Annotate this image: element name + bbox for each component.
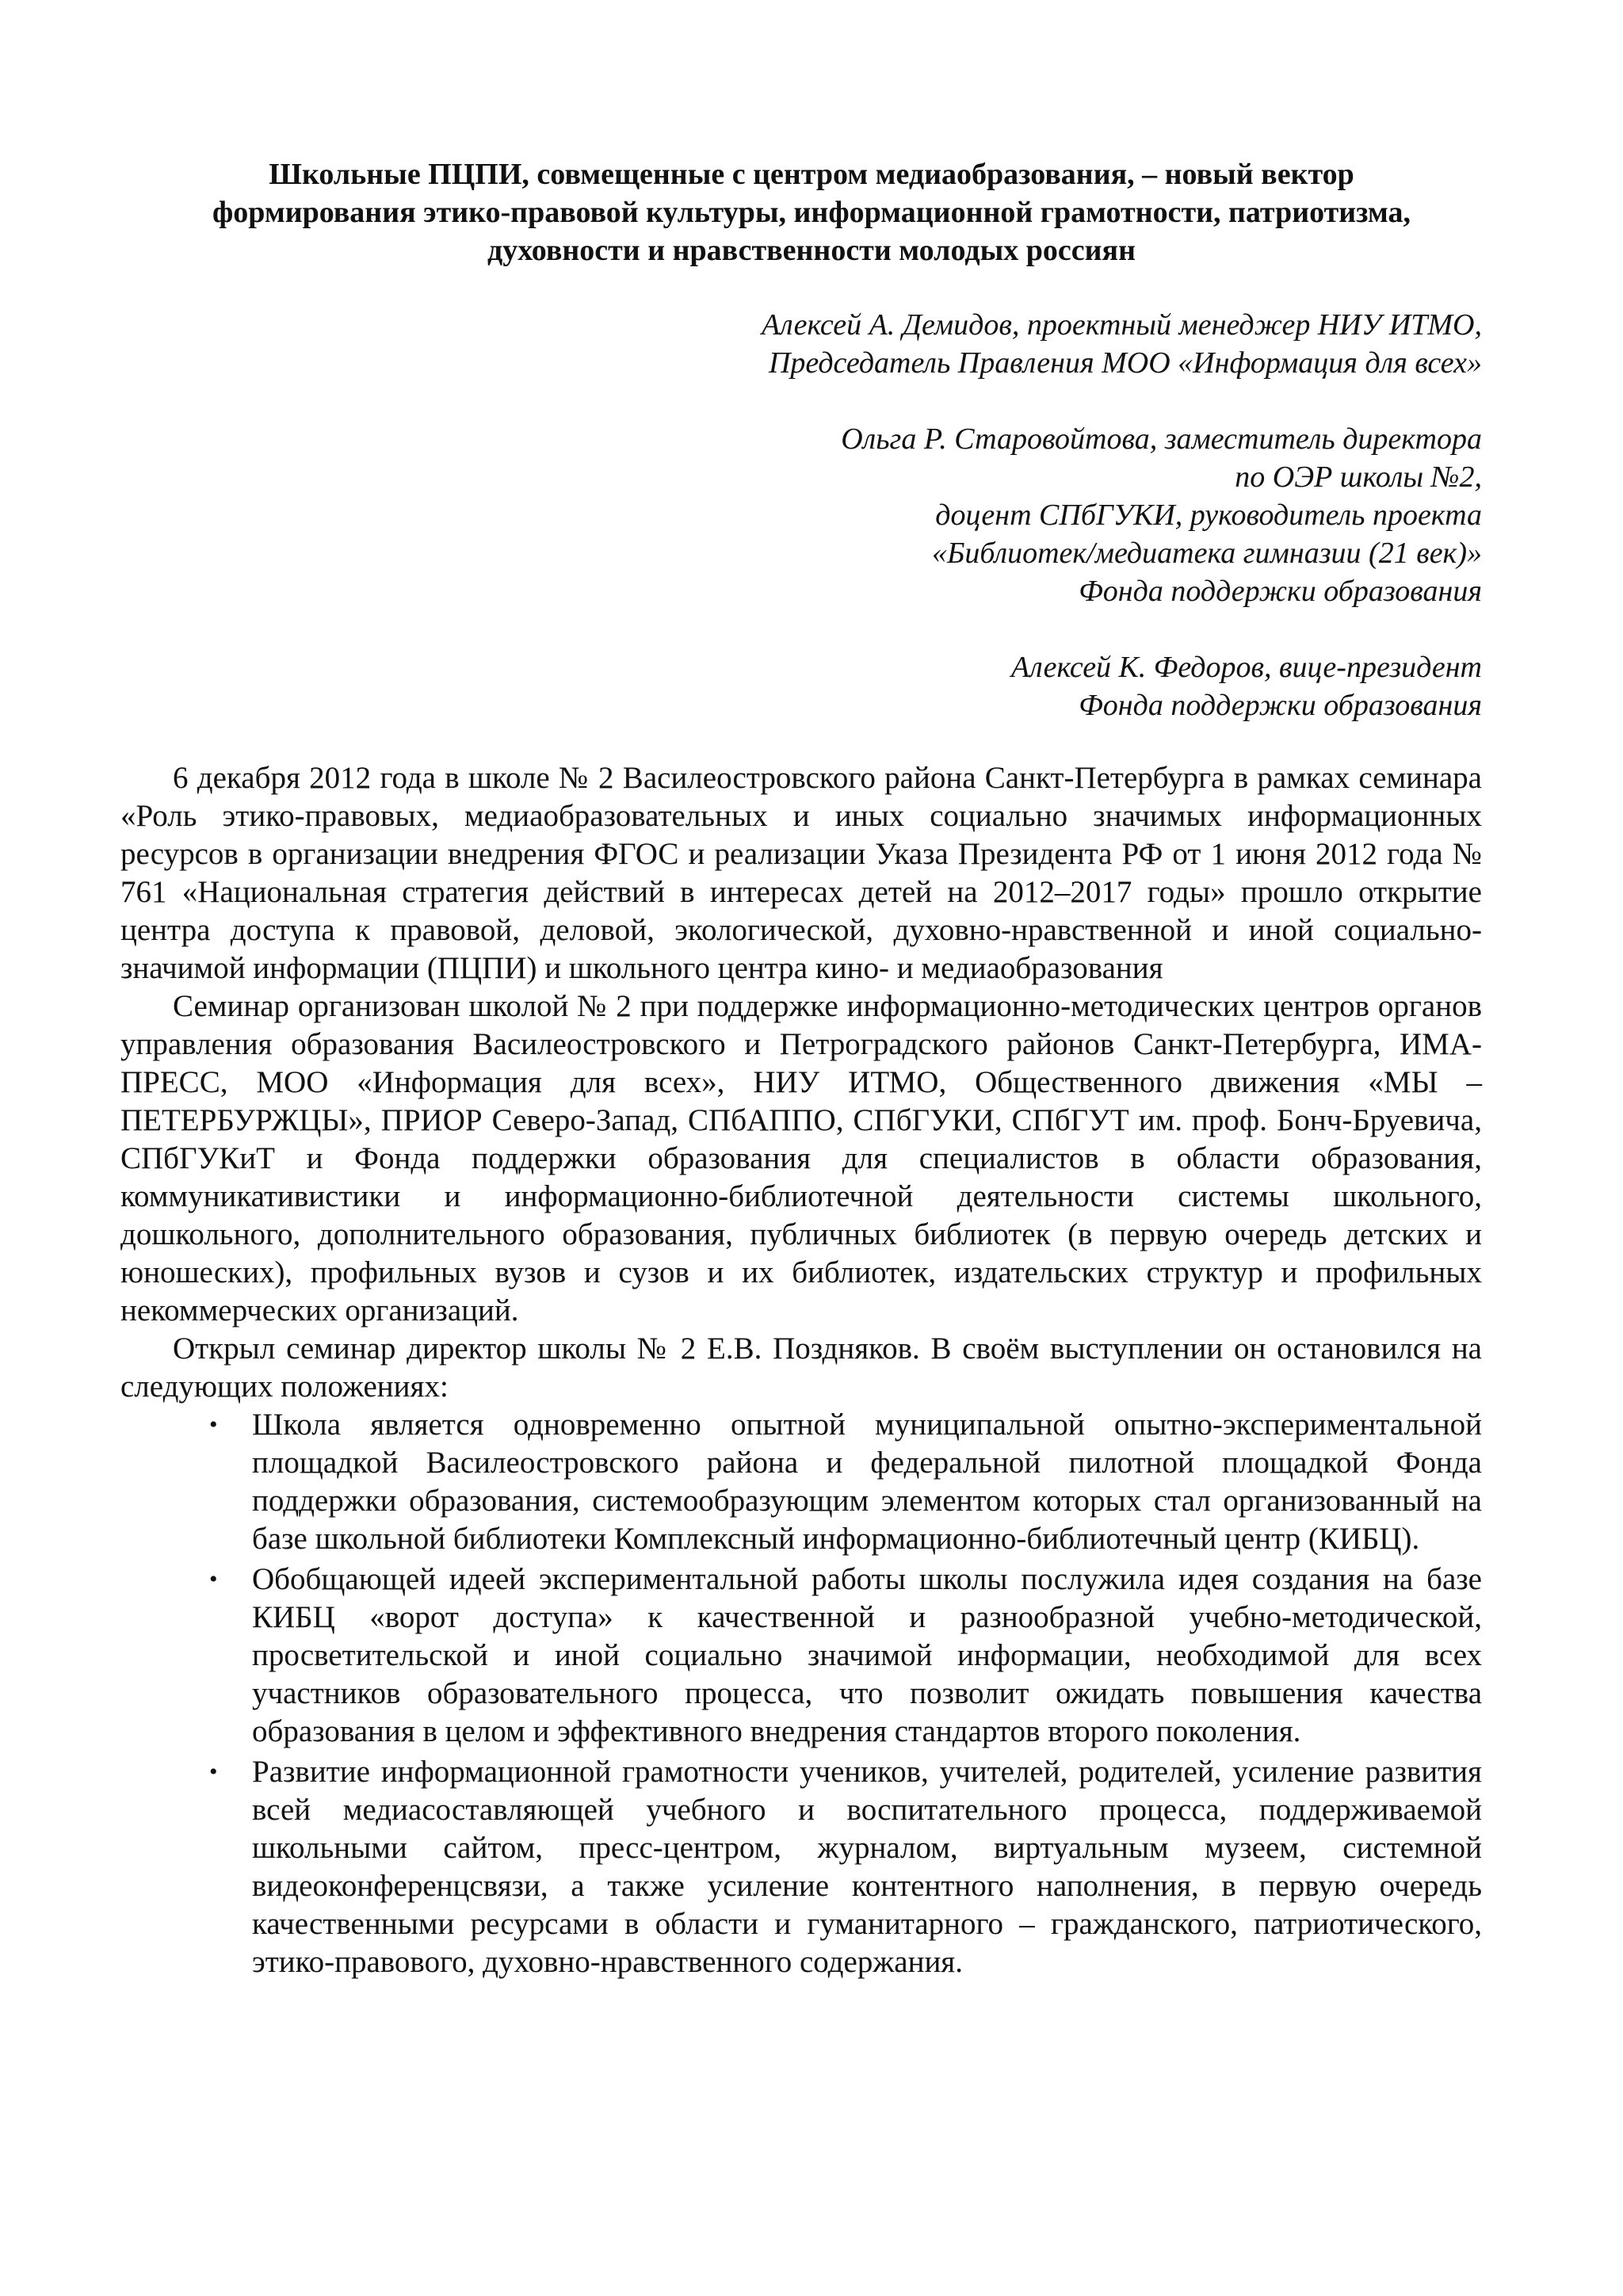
bullet-icon: • xyxy=(209,1412,218,1438)
author-line: по ОЭР школы №2, xyxy=(1235,460,1482,494)
author-line: Алексей К. Федоров, вице-президент xyxy=(1010,651,1482,684)
author-line: доцент СПбГУКИ, руководитель проекта xyxy=(935,499,1482,532)
list-item xyxy=(209,1561,1482,1751)
list-item xyxy=(209,1406,1482,1558)
title-line: духовности и нравственности молодых россиян xyxy=(487,234,1136,267)
author-line: Алексей А. Демидов, проектный менеджер НИУ ИТМО, xyxy=(761,308,1482,342)
key-points-list xyxy=(120,1406,1482,1981)
author-line: Фонда поддержки образования xyxy=(1079,689,1482,722)
document-body xyxy=(120,759,1482,1981)
paragraph-organizers: Семинар организован школой № 2 при поддержке информационно-методических центров органов управления образования Василеостровского и Петроградского районов Санкт-Петербурга, ИМА-ПРЕСС, МОО «Информация для всех», НИУ ИТМО, Общественного движения «МЫ – ПЕТЕРБУРЖЦЫ», ПРИОР Северо-Запад, СПбАППО, СПбГУКИ, СПбГУТ им. проф. Бонч-Бруевича, СПбГУКиТ и Фонда поддержки образования для специалистов в области образования, коммуникативистики и информационно-библиотечной деятельности системы школьного, дошкольного, дополнительного образования, публичных библиотек (в первую очередь детских и юношеских), профильных вузов и сузов и их библиотек, издательских структур и профильных некоммерческих организаций. xyxy=(120,989,1482,1328)
author-line: Фонда поддержки образования xyxy=(1079,575,1482,608)
list-item xyxy=(209,1753,1482,1981)
document-title xyxy=(119,155,1504,269)
author-starovoytova xyxy=(555,420,1482,610)
author-line: Ольга Р. Старовойтова, заместитель директора xyxy=(841,422,1482,456)
bullet-icon: • xyxy=(209,1759,218,1785)
authors-block xyxy=(555,306,1482,724)
author-fedorov xyxy=(555,648,1482,724)
author-line: «Библиотек/медиатека гимназии (21 век)» xyxy=(931,537,1482,570)
title-line: формирования этико-правовой культуры, информационной грамотности, патриотизма, xyxy=(212,196,1411,229)
paragraph-director-speech: Открыл семинар директор школы № 2 Е.В. Поздняков. В своём выступлении он остановился на следующих положениях: xyxy=(120,1331,1482,1404)
paragraph-opening: 6 декабря 2012 года в школе № 2 Василеостровского района Санкт-Петербурга в рамках семинара «Роль этико-правовых, медиаобразовательных и иных социально значимых информационных ресурсов в организации внедрения ФГОС и реализации Указа Президента РФ от 1 июня 2012 года № 761 «Национальная стратегия действий в интересах детей на 2012–2017 годы» прошло открытие центра доступа к правовой, деловой, экологической, духовно-нравственной и иной социально-значимой информации (ПЦПИ) и школьного центра кино- и медиаобразования xyxy=(120,761,1482,985)
author-demidov xyxy=(555,306,1482,382)
list-item-text: Школа является одновременно опытной муниципальной опытно-экспериментальной площадкой Василеостровского района и федеральной пилотной площадкой Фонда поддержки образования, системообразующим элементом которых стал организованный на базе школьной библиотеки Комплексный информационно-библиотечный центр (КИБЦ). xyxy=(252,1408,1482,1556)
author-line: Председатель Правления МОО «Информация для всех» xyxy=(768,346,1482,380)
list-item-text: Развитие информационной грамотности учеников, учителей, родителей, усиление развития всей медиасоставляющей учебного и воспитательного процесса, поддерживаемой школьными сайтом, пресс-центром, журналом, виртуальным музеем, системной видеоконференцсвязи, а также усиление контентного наполнения, в первую очередь качественными ресурсами в области и гуманитарного – гражданского, патриотического, этико-правового, духовно-нравственного содержания. xyxy=(252,1755,1482,1979)
list-item-text: Обобщающей идеей экспериментальной работы школы послужила идея создания на базе КИБЦ «ворот доступа» к качественной и разнообразной учебно-методической, просветительской и иной социально значимой информации, необходимой для всех участников образовательного процесса, что позволит ожидать повышения качества образования в целом и эффективного внедрения стандартов второго поколения. xyxy=(252,1562,1482,1748)
bullet-icon: • xyxy=(209,1566,218,1592)
title-line: Школьные ПЦПИ, совмещенные с центром медиаобразования, – новый вектор xyxy=(269,158,1354,191)
